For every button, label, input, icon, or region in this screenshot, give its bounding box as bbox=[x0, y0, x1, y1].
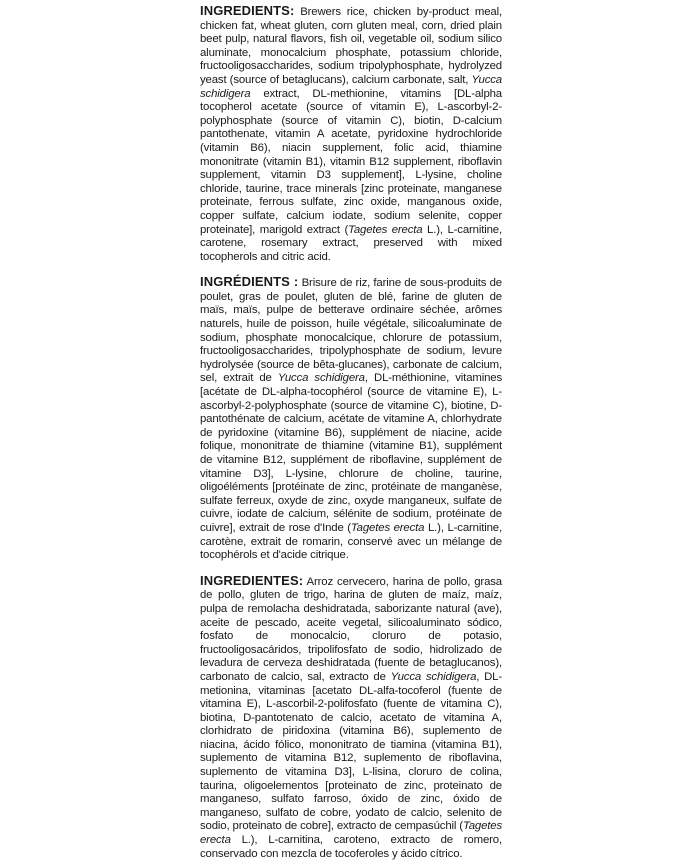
species-name: Yucca schidigera bbox=[277, 372, 365, 385]
section-heading-spanish: INGREDIENTES: bbox=[200, 572, 304, 588]
ingredient-text: , DL-metionina, vitaminas [acetato DL-alfa-tocoferol (fuente de vitamina E), L-ascorbil-2-polifosfato (fuente de vitamina C), biotina, D-pantotenato de calcio, acetato de vitamina A, clorhidrato de piridoxina (vitamina B6), suplemento de niacina, ácido fólico, mononitrato de tiamina (vitamina B1), suplemento de vitamina B12, suplemento de riboflavina, suplemento de vitamina D3], L-lisina, cloruro de colina, taurina, oligoelementos [proteinato de zinc, proteinato de manganeso, sulfato farroso, óxido de zinc, óxido de manganeso, sulfato de cobre, yodato de calcio, selenito de sodio, proteinato de cobre], extracto de cempasúchil ( bbox=[200, 670, 503, 833]
ingredients-spanish bbox=[200, 574, 502, 861]
ingredient-text: , DL-méthionine, vitamines [acétate de DL-alpha-tocophérol (source de vitamine E), L-ascorbyl-2-polyphosphate (source de vitamine C), biotine, D-pantothénate de calcium, acétate de vitamine A, chlorhydrate de pyridoxine (vitamine B6), supplément de niacine, acide folique, mononitrate de thiamine (vitamine B1), supplément de vitamine B12, supplément de riboflavine, supplément de vitamine D3], L-lysine, chlorure de choline, taurine, oligoéléments [protéinate de zinc, protéinate de manganèse, sulfate ferreux, oxyde de zinc, oxyde manganeux, sulfate de cuivre, iodate de calcium, sélénite de sodium, protéinate de cuivre], extrait de rose d'Inde ( bbox=[200, 372, 503, 534]
ingredient-text: extract, DL-methionine, vitamins [DL-alpha tocopherol acetate (source of vitamin E), L-ascorbyl-2-polyphosphate (source of vitamin C), biotin, D-calcium pantothenate, vitamin A acetate, pyridoxine hydrochloride (vitamin B6), niacin supplement, folic acid, thiamine mononitrate (vitamin B1), vitamin B12 supplement, riboflavin supplement, vitamin D3 supplement], L-lysine, choline chloride, taurine, trace minerals [zinc proteinate, manganese proteinate, ferrous sulfate, zinc oxide, manganous oxide, copper sulfate, calcium iodate, sodium selenite, copper proteinate], marigold extract ( bbox=[200, 87, 502, 236]
species-name: Yucca schidigera bbox=[390, 670, 477, 683]
ingredient-text: L.), L-carnitina, caroteno, extracto de romero, conservado con mezcla de tocoferoles y ácido cítrico. bbox=[200, 834, 502, 860]
section-heading-french: INGRÉDIENTS : bbox=[200, 274, 299, 290]
ingredient-text: Brewers rice, chicken by-product meal, chicken fat, wheat gluten, corn gluten meal, corn, dried plain beet pulp, natural flavors, fish oil, vegetable oil, sodium silico aluminate, monocalcium phosphate, potassium chloride, fructooligosaccharides, sodium tripolyphosphate, hydrolyzed yeast (source of betaglucans), calcium carbonate, salt, bbox=[200, 6, 502, 86]
ingredient-text: Brisure de riz, farine de sous-produits de poulet, gras de poulet, gluten de blé, farine de gluten de maïs, maïs, pulpe de betterave ordinaire séchée, arômes naturels, huile de poisson, huile végétale, silicoaluminate de sodium, phosphate monocalcique, chlorure de potassium, fructooligosaccharides, tripolyphosphate de sodium, levure hydrolysée (source de bêta-glucanes), carbonate de calcium, sel, extrait de bbox=[200, 277, 502, 385]
ingredients-english bbox=[200, 4, 502, 264]
section-heading-english: INGREDIENTS: bbox=[200, 3, 295, 18]
ingredient-text: L.), L-carnitine, carotène, extrait de romarin, conservé avec un mélange de tocophérols et d'acide citrique. bbox=[200, 521, 502, 562]
ingredient-text: L.), L-carnitine, carotene, rosemary extract, preserved with mixed tocopherols and citric acid. bbox=[200, 223, 502, 263]
ingredients-french bbox=[200, 275, 502, 562]
ingredient-text: Arroz cervecero, harina de pollo, grasa de pollo, gluten de trigo, harina de gluten de maíz, maíz, pulpa de remolacha deshidratada, saborizante natural (ave), aceite de pescado, aceite vegetal, silicoaluminato sódico, fosfato de monocalcio, cloruro de potasio, fructooligosacáridos, tripolifosfato de sodio, hidrolizado de levadura de cerveza deshidratada (fuente de betaglucanos), carbonato de calcio, sal, extracto de bbox=[200, 575, 502, 683]
species-name: Tagetes erecta bbox=[348, 223, 423, 236]
species-name: Tagetes erecta bbox=[350, 521, 425, 534]
species-name: Yucca schidigera bbox=[200, 73, 502, 100]
species-name: Tagetes erecta bbox=[200, 820, 502, 847]
ingredient-label bbox=[200, 4, 502, 861]
